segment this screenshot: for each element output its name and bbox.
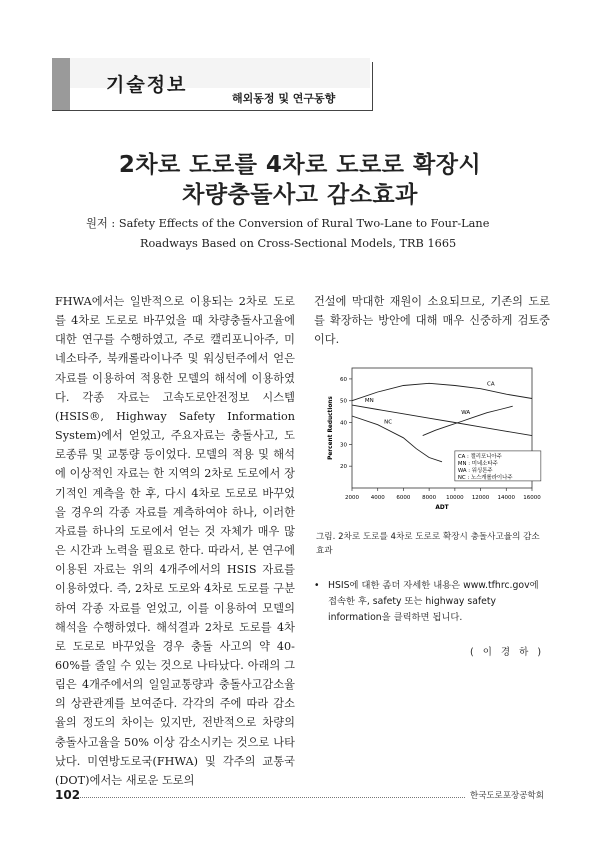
series-line-mn: [352, 405, 532, 436]
original-source: [86, 214, 566, 254]
x-tick-label: 8000: [422, 495, 437, 501]
footer-divider: [80, 797, 465, 798]
legend-entry: NC : 노스캐롤라이나주: [457, 474, 513, 481]
section-sub-label: 해외동정 및 연구동향: [232, 92, 336, 105]
x-tick-label: 10000: [446, 495, 464, 501]
body-right-column: [314, 292, 550, 349]
author: ( 이 경 하 ): [470, 647, 545, 658]
original-line-2: Roadways Based on Cross-Sectional Models, TRB 1665: [140, 237, 457, 250]
x-tick-label: 2000: [345, 495, 359, 501]
y-tick-label: 40: [340, 420, 347, 427]
x-tick-label: 4000: [370, 495, 385, 501]
x-axis-label: ADT: [435, 505, 449, 511]
y-tick-label: 60: [340, 376, 347, 383]
x-tick-label: 14000: [497, 495, 516, 501]
series-label-mn: MN: [364, 397, 374, 404]
note-bullet: •: [314, 580, 320, 591]
body-paragraph-right: 건설에 막대한 재원이 소요되므로, 기존의 도로를 확장하는 방안에 대해 매우 신중하게 검토중이다.: [314, 295, 550, 347]
publisher-name: 한국도로포장공학회: [470, 791, 544, 801]
body-left-column: [55, 292, 295, 790]
original-prefix: 원저 :: [86, 217, 116, 230]
section-label: 기술정보: [106, 74, 188, 96]
legend-entry: WA : 워싱톤주: [457, 467, 493, 474]
series-label-nc: NC: [384, 419, 393, 426]
article-title-line-2: 차량충돌사고 감소효과: [182, 182, 418, 208]
figure-chart: [322, 362, 542, 522]
y-tick-label: 50: [340, 398, 347, 405]
series-line-ca: [352, 383, 532, 400]
page-number: 102: [55, 788, 81, 802]
series-label-wa: WA: [461, 409, 471, 416]
series-label-ca: CA: [487, 381, 495, 388]
x-tick-label: 12000: [471, 495, 490, 501]
note-text: HSIS에 대한 좀더 자세한 내용은 www.tfhrc.gov에 접속한 후, safety 또는 highway safety information을 클릭하면 됩니다.: [328, 580, 539, 623]
original-line-1: Safety Effects of the Conversion of Rural Two-Lane to Four-Lane: [118, 217, 490, 230]
y-tick-label: 30: [340, 442, 347, 449]
y-tick-label: 20: [340, 464, 347, 471]
body-paragraph-left: FHWA에서는 일반적으로 이용되는 2차로 도로를 4차로 도로로 바꾸었을 때 차량충돌사고율에 대한 연구를 수행하였고, 주로 캘리포니아주, 미네소타주, 북캐롤라이나주 및 워싱턴주에서 얻은 자료를 이용하여 적용한 모델의 해석에 이용하였다. 각종 자료는 고속도로안전정보 시스템(HSIS®, Highway Safety Information System)에서 얻었고, 주요자료는 충돌사고, 도로종류 및 교통량 등이었다. 모델의 적용 및 해석에 이상적인 자료는 한 지역의 2차로 도로에서 장기적인 계측을 한 후, 다시 4차로 도로로 바꾸었을 경우의 각종 자료를 계측하여야 하나, 이러한 자료를 하나의 도로에서 얻는 것 자체가 매우 많은 시간과 노력을 필요로 한다. 따라서, 본 연구에 이용된 자료는 위의 4개주에서의 HSIS 자료를 이용하였다. 즉, 2차로 도로와 4차로 도로를 구분하여 각종 자료를 얻었고, 이를 이용하여 모델의 해석을 수행하였다. 해석결과 2차로 도로를 4차로 도로로 바꾸었을 경우 충돌 사고의 약 40-60%를 줄일 수 있는 것으로 나타났다. 아래의 그림은 4개주에서의 일일교통량과 충돌사고감소율의 상관관계를 보여준다. 각각의 주에 따라 감소율의 정도의 차이는 있지만, 전반적으로 차량의 충돌사고율을 50% 이상 감소시키는 것으로 나타났다. 미연방도로국(FHWA) 및 각주의 교통국(DOT)에서는 새로운 도로의: [55, 295, 295, 787]
x-tick-label: 16000: [523, 495, 541, 501]
legend-entry: CA : 캘리포니아주: [457, 453, 502, 460]
note: [314, 578, 550, 626]
article-title-line-1: 2차로 도로를 4차로 도로로 확장시: [118, 152, 482, 178]
y-axis-label: Percent Reductions: [328, 396, 334, 460]
legend-entry: MN : 미네소타주: [457, 460, 498, 467]
figure-caption: 그림. 2차로 도로를 4차로 도로로 확장시 충돌사고율의 감소효과: [316, 532, 540, 556]
series-line-nc: [352, 416, 442, 462]
chart-svg: [322, 362, 542, 522]
x-tick-label: 6000: [396, 495, 411, 501]
